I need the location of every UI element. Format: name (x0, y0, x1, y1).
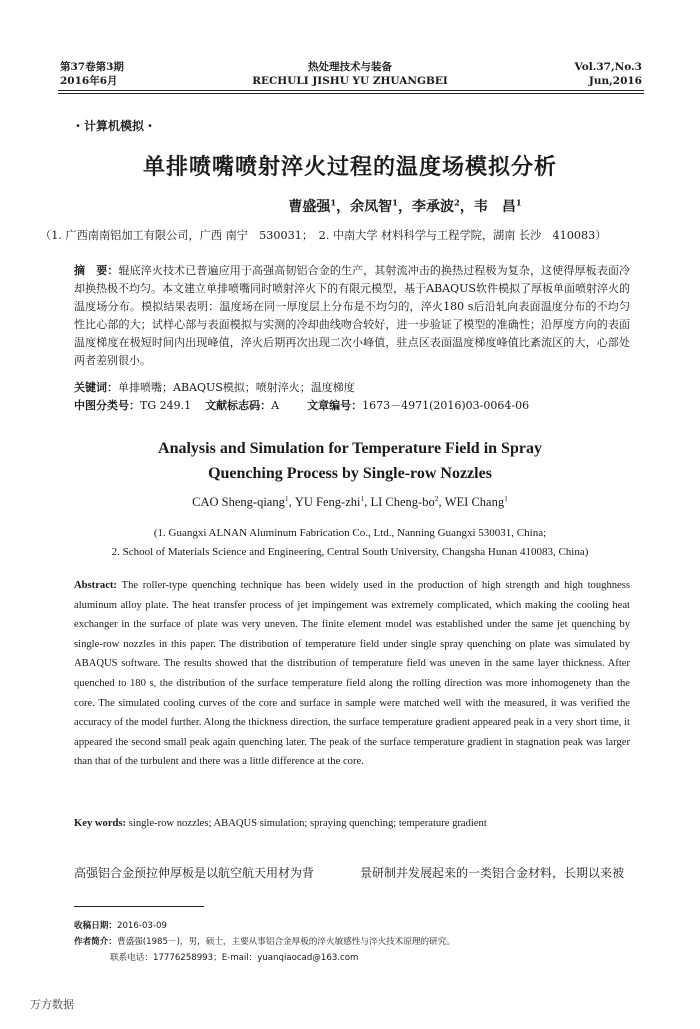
author-name-en: YU Feng-zhi (294, 495, 361, 509)
date-cn: 2016年6月 (60, 75, 118, 87)
journal-volume-en (575, 60, 642, 88)
wanfang-watermark: 万方数据 (30, 998, 74, 1011)
author-affil-mark: 1 (515, 197, 522, 208)
keywords-label-cn: 关键词： (74, 381, 118, 394)
received-date (74, 918, 455, 934)
footnote-rule (74, 906, 204, 907)
abstract-label-cn: 摘 要： (74, 264, 119, 277)
title-en-line2: Quenching Process by Single-row Nozzles (208, 465, 492, 482)
header-rule (58, 90, 644, 91)
keywords-label-en: Key words: (74, 818, 127, 829)
keywords-text-cn: 单排喷嘴；ABAQUS模拟；喷射淬火；温度梯度 (118, 381, 355, 394)
author-affil-mark: 2 (454, 197, 460, 208)
keywords-text-en: single-row nozzles; ABAQUS simulation; spraying quenching; temperature gradient (128, 818, 487, 829)
footnotes (74, 918, 455, 966)
abstract-en (74, 576, 630, 772)
author-name-en: LI Cheng-bo (370, 495, 435, 509)
separator: ， (459, 199, 474, 215)
affiliations-cn: （1. 广西南南铝加工有限公司，广西 南宁 530031； 2. 中南大学 材料科学与工程学院，湖南 长沙 410083） (40, 229, 607, 242)
header-rule-thin (58, 93, 644, 94)
article-id-label: 文章编号： (307, 399, 363, 412)
affiliations-en (0, 524, 700, 562)
author-bio (74, 934, 455, 950)
separator: ， (398, 199, 412, 215)
authors-cn (0, 196, 700, 216)
contact-info: 联系电话：17776258993；E-mail：yuanqiaocad@163.com (110, 953, 359, 963)
body-text-left-column: 高强铝合金预拉伸厚板是以航空航天用材为背 (74, 866, 315, 880)
received-value: 2016-03-09 (116, 921, 167, 931)
author-bio-label: 作者简介： (74, 937, 117, 947)
author-name: 余凤智 (350, 199, 393, 215)
author-affil-mark: 1 (330, 197, 337, 208)
author-name-en: CAO Sheng-qiang (192, 495, 285, 509)
abstract-label-en: Abstract: (74, 580, 117, 591)
journal-name-pinyin: RECHULI JISHU YU ZHUANGBEI (252, 75, 448, 87)
paper-title-en (0, 436, 700, 486)
affiliation-en-line1: (1. Guangxi ALNAN Aluminum Fabrication Co., Ltd., Nanning Guangxi 530031, China; (153, 527, 547, 539)
section-label: ・计算机模拟・ (72, 119, 157, 133)
abstract-cn (74, 262, 630, 370)
doc-code-value: A (271, 399, 280, 412)
volume-en: Vol.37,No.3 (574, 61, 642, 73)
article-id-value: 1673－4971(2016)03-0064-06 (362, 399, 530, 412)
clc-label: 中图分类号： (74, 399, 140, 412)
doc-code-label: 文献标志码： (205, 399, 272, 412)
clc-value: TG 249.1 (140, 399, 192, 412)
classification-line (74, 397, 630, 415)
affiliation-en-line2: 2. School of Materials Science and Engineering, Central South University, Changsha Hunan 410083, China) (111, 546, 589, 558)
volume-cn: 第37卷第3期 (60, 61, 124, 73)
keywords-en (74, 815, 630, 833)
title-en-line1: Analysis and Simulation for Temperature Field in Spray (158, 440, 542, 457)
author-name: 曹盛强 (288, 199, 331, 215)
author-name: 韦 昌 (473, 199, 516, 215)
author-bio-value: 曹盛强(1985－)，男，硕士，主要从事铝合金厚板的淬火敏感性与淬火技术原理的研究。 (116, 937, 455, 947)
author-affil-mark: 2 (434, 493, 439, 503)
abstract-text-en: The roller-type quenching technique has been widely used in the production of high strength and high toughness aluminum alloy plate. The heat transfer process of jet impingement was extremely complicated, which making the cooling heat exchanger in the surface of plate was very uneven. The finite element model was established under the same jet quenching by single-row nozzles in this paper. The distribution of temperature field under single spray quenching on plate was simulated by ABAQUS software. The results showed that the distribution of temperature field was uneven in the same layer thickness. After quenched to 180 s, the distribution of the surface temperature field along the rolling direction was more inhomogenety than the core. The simulated cooling curves of the core and surface in sample were matched well with the measured, it was verified the accuracy of the model further. Along the thickness direction, the surface temperature gradient appeared peak in a very short time, it appeared the second small peak again quenching later. The peak of the surface temperature gradient in stagnation peak was larger than that of the turbulent and there was a little difference at the core. (74, 580, 630, 768)
body-text-right-column: 景研制并发展起来的一类铝合金材料，长期以来被 (360, 866, 625, 880)
received-label: 收稿日期： (74, 921, 117, 931)
author-affil-mark: 1 (504, 493, 508, 503)
author-affil-mark: 1 (284, 493, 289, 503)
keywords-cn (74, 379, 630, 397)
author-affil-mark: 1 (392, 197, 398, 208)
authors-en: CAO Sheng-qiang$^1$, YU Feng-zhi$^1$, LI Cheng-$bo^2$, WEI Chang$^1$ (192, 493, 508, 509)
separator: ， (336, 199, 351, 215)
date-en: Jun,2016 (588, 75, 642, 87)
abstract-text-cn: 辊底淬火技术已普遍应用于高强高韧铝合金的生产，其射流冲击的换热过程极为复杂，这使得厚板表面冷却换热极不均匀。本文建立单排喷嘴同时喷射淬火下的有限元模型，基于ABAQUS软件模拟了厚板单面喷射淬火的温度场分布。模拟结果表明：温度场在同一厚度层上分布是不均匀的，淬火180 s后沿轧向表面温度分布的不均匀性比心部的大；试样心部与表面模拟与实测的冷却曲线吻合较好，进一步验证了模型的准确性；沿厚度方向的表面温度梯度在极短时间内出现峰值，淬火后期再次出现二次小峰值，驻点区表面温度梯度峰值比紊流区的大，心部处两者差别很小。 (74, 264, 631, 367)
author-name: 李承波 (412, 199, 454, 215)
author-affil-mark: 1 (360, 493, 365, 503)
paper-title-cn: 单排喷嘴喷射淬火过程的温度场模拟分析 (142, 155, 557, 180)
journal-name-cn: 热处理技术与装备 (308, 61, 392, 73)
author-name-en: WEI Chang (444, 495, 505, 509)
